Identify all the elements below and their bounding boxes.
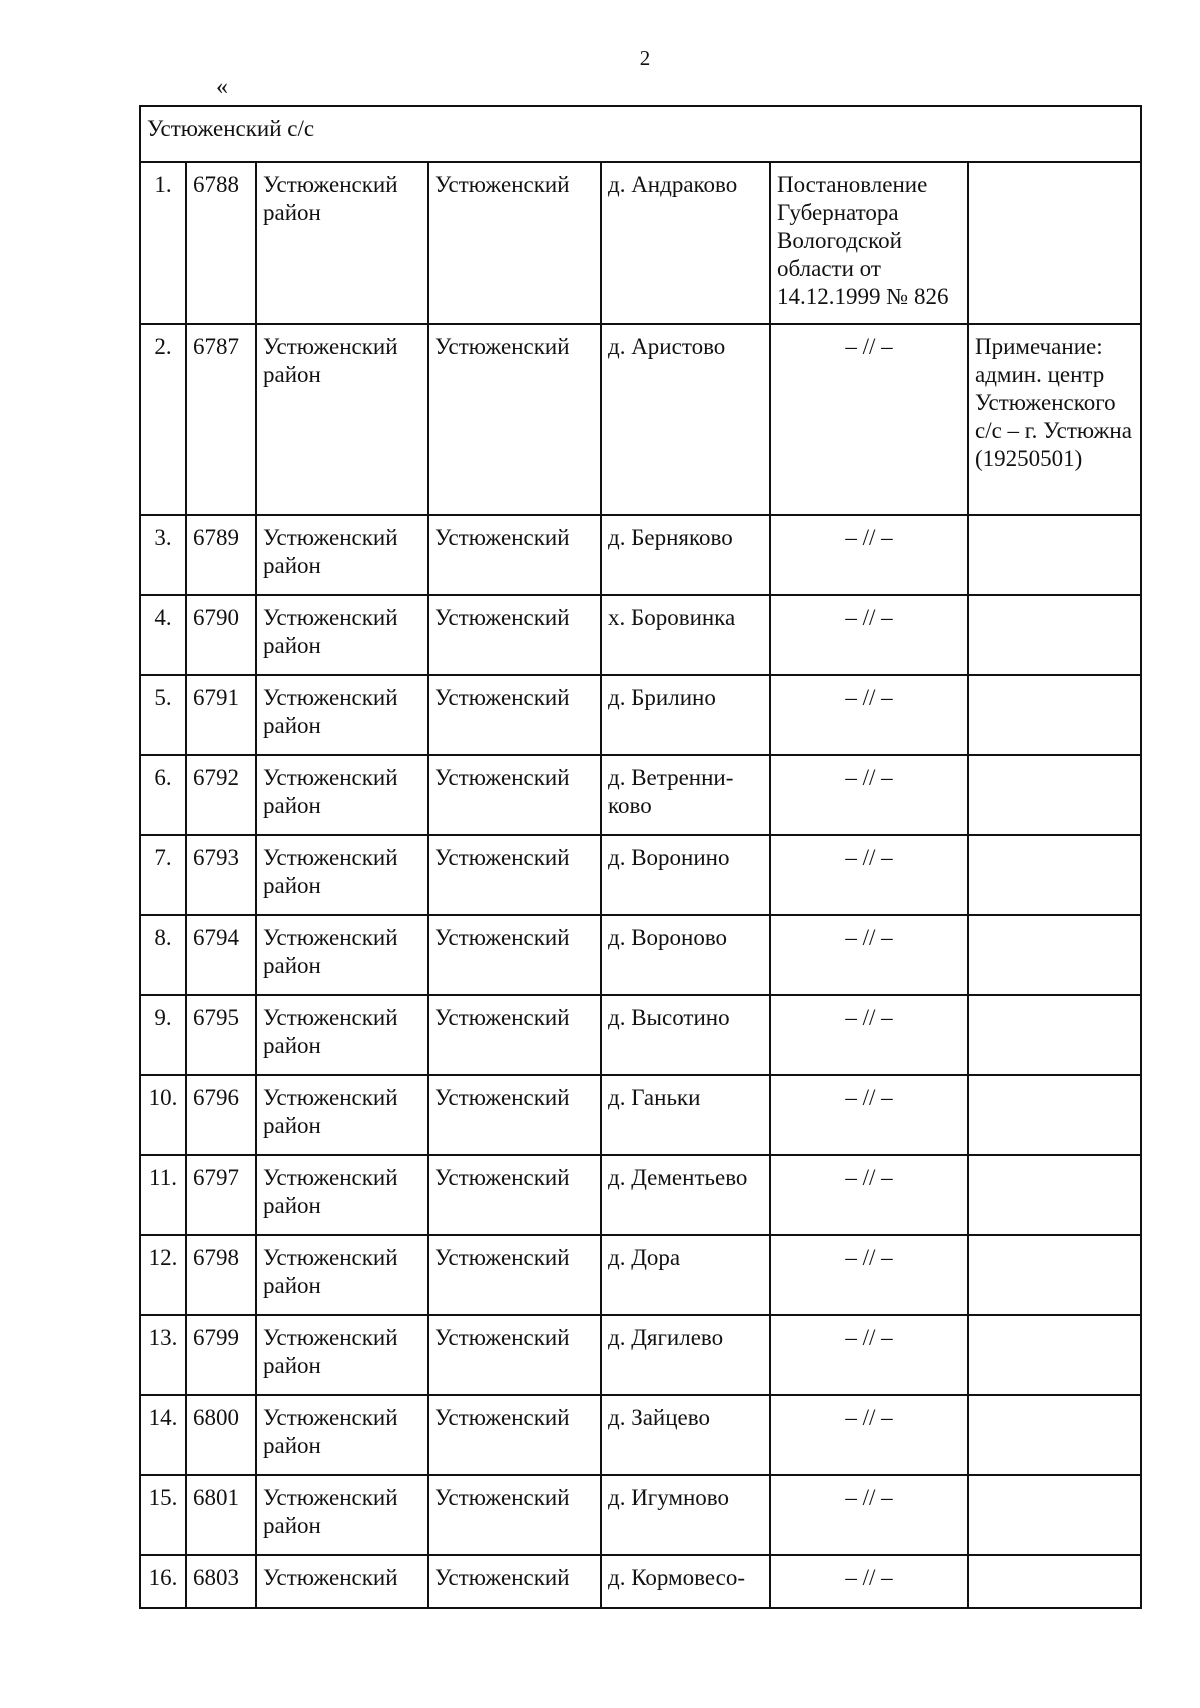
row-number: 9. [140,995,186,1075]
table-row [140,1315,1141,1395]
row-number: 8. [140,915,186,995]
table-row [140,515,1141,595]
legal-document: – // – [770,1555,968,1608]
table-row [140,675,1141,755]
district-name: Устюженский район [256,995,428,1075]
settlement-name: х. Боровинка [601,595,770,675]
settlement-name: д. Ганьки [601,1075,770,1155]
table-row [140,324,1141,515]
council-name: Устюженский [428,1315,601,1395]
council-name: Устюженский [428,515,601,595]
settlement-name: д. Зайцево [601,1395,770,1475]
settlement-code: 6792 [186,755,256,835]
settlement-name: д. Дора [601,1235,770,1315]
district-name: Устюженский район [256,755,428,835]
district-name: Устюженский район [256,1315,428,1395]
row-note [968,915,1141,995]
district-name: Устюженский район [256,1075,428,1155]
district-name: Устюженский район [256,675,428,755]
row-note [968,1235,1141,1315]
row-note [968,1315,1141,1395]
row-number: 1. [140,162,186,324]
settlement-name: д. Брилино [601,675,770,755]
legal-document: – // – [770,595,968,675]
settlement-name: д. Дягилево [601,1315,770,1395]
row-number: 15. [140,1475,186,1555]
legal-document: – // – [770,995,968,1075]
district-name: Устюженский район [256,1235,428,1315]
table-row [140,1395,1141,1475]
row-number: 10. [140,1075,186,1155]
table-row [140,915,1141,995]
settlement-registry-table [139,105,1142,1609]
settlement-code: 6787 [186,324,256,515]
row-note: Примечание: админ. центр Устюженского с/с – г. Устюжна (19250501) [968,324,1141,515]
row-note [968,675,1141,755]
table-row [140,595,1141,675]
council-name: Устюженский [428,162,601,324]
row-number: 16. [140,1555,186,1608]
council-name: Устюженский [428,324,601,515]
settlement-code: 6791 [186,675,256,755]
row-number: 6. [140,755,186,835]
settlement-code: 6793 [186,835,256,915]
row-note [968,595,1141,675]
settlement-code: 6800 [186,1395,256,1475]
settlement-name: д. Дементьево [601,1155,770,1235]
settlement-name: д. Высотино [601,995,770,1075]
row-number: 2. [140,324,186,515]
table-row [140,1235,1141,1315]
settlement-code: 6788 [186,162,256,324]
table-row [140,755,1141,835]
table-row [140,162,1141,324]
table-row [140,1555,1141,1608]
settlement-code: 6790 [186,595,256,675]
settlement-name: д. Берняково [601,515,770,595]
table-row [140,995,1141,1075]
row-note [968,1555,1141,1608]
table-row [140,1075,1141,1155]
row-note [968,1155,1141,1235]
district-name: Устюженский район [256,915,428,995]
row-note [968,835,1141,915]
district-name: Устюженский район [256,324,428,515]
council-name: Устюженский [428,1395,601,1475]
legal-document: – // – [770,1395,968,1475]
settlement-name: д. Кормовесо- [601,1555,770,1608]
district-name: Устюженский район [256,595,428,675]
council-name: Устюженский [428,1075,601,1155]
opening-quote-mark: « [216,74,228,100]
settlement-code: 6795 [186,995,256,1075]
row-number: 3. [140,515,186,595]
settlement-code: 6801 [186,1475,256,1555]
legal-document: – // – [770,915,968,995]
section-header: Устюженский с/с [140,106,1141,162]
legal-document: – // – [770,1155,968,1235]
settlement-code: 6797 [186,1155,256,1235]
council-name: Устюженский [428,995,601,1075]
settlement-name: д. Аристово [601,324,770,515]
council-name: Устюженский [428,595,601,675]
row-number: 13. [140,1315,186,1395]
legal-document: – // – [770,324,968,515]
council-name: Устюженский [428,915,601,995]
council-name: Устюженский [428,675,601,755]
table-row [140,1475,1141,1555]
settlement-name: д. Вороново [601,915,770,995]
council-name: Устюженский [428,1475,601,1555]
settlement-name: д. Игумново [601,1475,770,1555]
row-note [968,162,1141,324]
district-name: Устюженский [256,1555,428,1608]
table-row [140,835,1141,915]
district-name: Устюженский район [256,1475,428,1555]
settlement-code: 6803 [186,1555,256,1608]
settlement-code: 6794 [186,915,256,995]
legal-document: – // – [770,515,968,595]
district-name: Устюженский район [256,1155,428,1235]
council-name: Устюженский [428,1235,601,1315]
district-name: Устюженский район [256,515,428,595]
settlement-code: 6799 [186,1315,256,1395]
legal-document: – // – [770,1075,968,1155]
settlement-code: 6789 [186,515,256,595]
row-number: 12. [140,1235,186,1315]
page-number: 2 [639,46,651,70]
row-number: 14. [140,1395,186,1475]
district-name: Устюженский район [256,1395,428,1475]
legal-document: Постановление Губернатора Вологодской области от 14.12.1999 № 826 [770,162,968,324]
council-name: Устюженский [428,1555,601,1608]
row-note [968,1075,1141,1155]
row-note [968,1475,1141,1555]
district-name: Устюженский район [256,162,428,324]
legal-document: – // – [770,675,968,755]
district-name: Устюженский район [256,835,428,915]
row-note [968,755,1141,835]
settlement-name: д. Воронино [601,835,770,915]
settlement-name: д. Ветренни-ково [601,755,770,835]
legal-document: – // – [770,1315,968,1395]
legal-document: – // – [770,1235,968,1315]
row-number: 11. [140,1155,186,1235]
row-number: 4. [140,595,186,675]
council-name: Устюженский [428,1155,601,1235]
row-number: 5. [140,675,186,755]
row-number: 7. [140,835,186,915]
legal-document: – // – [770,835,968,915]
legal-document: – // – [770,755,968,835]
row-note [968,995,1141,1075]
council-name: Устюженский [428,835,601,915]
row-note [968,1395,1141,1475]
table-row [140,1155,1141,1235]
row-note [968,515,1141,595]
settlement-code: 6798 [186,1235,256,1315]
settlement-code: 6796 [186,1075,256,1155]
settlement-name: д. Андраково [601,162,770,324]
council-name: Устюженский [428,755,601,835]
legal-document: – // – [770,1475,968,1555]
